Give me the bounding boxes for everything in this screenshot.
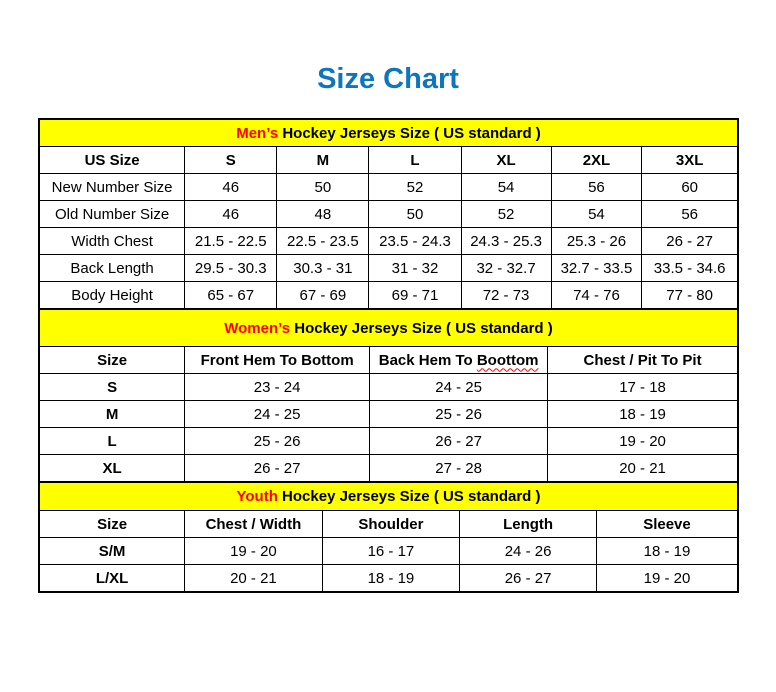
banner-text: Hockey Jerseys Size ( US standard ) bbox=[290, 319, 553, 337]
column-header: XL bbox=[461, 147, 551, 174]
mens-header-row bbox=[40, 147, 738, 174]
size-value-cell: 33.5 - 34.6 bbox=[642, 255, 738, 282]
size-value-cell: 56 bbox=[642, 201, 738, 228]
banner-text: Hockey Jerseys Size ( US standard ) bbox=[277, 488, 541, 505]
size-value-cell: 26 - 27 bbox=[370, 428, 548, 455]
youth-header-row bbox=[40, 511, 738, 538]
size-value-cell: 21.5 - 22.5 bbox=[185, 228, 277, 255]
size-value-cell: 20 - 21 bbox=[548, 455, 738, 482]
size-value-cell: 50 bbox=[277, 174, 369, 201]
size-value-cell: 25.3 - 26 bbox=[551, 228, 642, 255]
row-label: Back Length bbox=[40, 255, 185, 282]
row-label: S/M bbox=[40, 538, 185, 565]
womens-section-banner bbox=[40, 310, 738, 347]
column-header: US Size bbox=[40, 147, 185, 174]
size-value-cell: 18 - 19 bbox=[548, 401, 738, 428]
mens-banner-row bbox=[40, 120, 738, 147]
size-value-cell: 18 - 19 bbox=[596, 538, 737, 565]
row-label: S bbox=[40, 374, 185, 401]
column-header: Back Hem To Boottom bbox=[370, 347, 548, 374]
size-value-cell: 60 bbox=[642, 174, 738, 201]
size-value-cell: 54 bbox=[551, 201, 642, 228]
banner-highlight-text: Women’s bbox=[224, 319, 291, 337]
size-value-cell: 48 bbox=[277, 201, 369, 228]
size-value-cell: 27 - 28 bbox=[370, 455, 548, 482]
size-value-cell: 52 bbox=[369, 174, 461, 201]
size-value-cell: 65 - 67 bbox=[185, 282, 277, 309]
youth-size-table bbox=[39, 482, 738, 592]
misspelled-word: Boottom bbox=[476, 351, 539, 369]
banner-highlight-text: Men’s bbox=[236, 124, 279, 142]
size-value-cell: 24 - 26 bbox=[460, 538, 597, 565]
table-row bbox=[40, 255, 738, 282]
table-row bbox=[40, 228, 738, 255]
womens-banner-row bbox=[40, 310, 738, 347]
row-label: Body Height bbox=[40, 282, 185, 309]
size-value-cell: 26 - 27 bbox=[185, 455, 370, 482]
banner-text: Hockey Jerseys Size ( US standard ) bbox=[278, 124, 541, 142]
size-value-cell: 24.3 - 25.3 bbox=[461, 228, 551, 255]
row-label: L bbox=[40, 428, 185, 455]
size-value-cell: 26 - 27 bbox=[460, 565, 597, 592]
size-value-cell: 24 - 25 bbox=[185, 401, 370, 428]
column-header: Chest / Pit To Pit bbox=[548, 347, 738, 374]
size-value-cell: 46 bbox=[185, 174, 277, 201]
column-header: L bbox=[369, 147, 461, 174]
size-value-cell: 24 - 25 bbox=[370, 374, 548, 401]
table-row bbox=[40, 455, 738, 482]
size-chart-page bbox=[0, 62, 776, 593]
table-row bbox=[40, 428, 738, 455]
size-value-cell: 22.5 - 23.5 bbox=[277, 228, 369, 255]
table-row bbox=[40, 401, 738, 428]
size-chart-tables bbox=[38, 118, 739, 593]
size-value-cell: 56 bbox=[551, 174, 642, 201]
table-row bbox=[40, 201, 738, 228]
youth-section-banner bbox=[40, 483, 738, 511]
size-value-cell: 77 - 80 bbox=[642, 282, 738, 309]
size-value-cell: 72 - 73 bbox=[461, 282, 551, 309]
mens-section-banner bbox=[40, 120, 738, 147]
size-value-cell: 23.5 - 24.3 bbox=[369, 228, 461, 255]
size-value-cell: 69 - 71 bbox=[369, 282, 461, 309]
table-row bbox=[40, 374, 738, 401]
column-header: Size bbox=[40, 347, 185, 374]
column-header: 2XL bbox=[551, 147, 642, 174]
youth-banner-row bbox=[40, 483, 738, 511]
column-header: Front Hem To Bottom bbox=[185, 347, 370, 374]
column-header: Sleeve bbox=[596, 511, 737, 538]
row-label: Old Number Size bbox=[40, 201, 185, 228]
size-value-cell: 29.5 - 30.3 bbox=[185, 255, 277, 282]
size-value-cell: 19 - 20 bbox=[185, 538, 323, 565]
table-row bbox=[40, 282, 738, 309]
row-label: M bbox=[40, 401, 185, 428]
row-label: L/XL bbox=[40, 565, 185, 592]
size-value-cell: 74 - 76 bbox=[551, 282, 642, 309]
size-value-cell: 25 - 26 bbox=[370, 401, 548, 428]
size-value-cell: 54 bbox=[461, 174, 551, 201]
size-value-cell: 18 - 19 bbox=[322, 565, 460, 592]
size-value-cell: 67 - 69 bbox=[277, 282, 369, 309]
column-header: Chest / Width bbox=[185, 511, 323, 538]
row-label: New Number Size bbox=[40, 174, 185, 201]
column-header: M bbox=[277, 147, 369, 174]
size-value-cell: 23 - 24 bbox=[185, 374, 370, 401]
table-row bbox=[40, 565, 738, 592]
size-value-cell: 31 - 32 bbox=[369, 255, 461, 282]
size-value-cell: 16 - 17 bbox=[322, 538, 460, 565]
size-value-cell: 25 - 26 bbox=[185, 428, 370, 455]
size-value-cell: 32 - 32.7 bbox=[461, 255, 551, 282]
size-value-cell: 52 bbox=[461, 201, 551, 228]
womens-header-row bbox=[40, 347, 738, 374]
size-value-cell: 30.3 - 31 bbox=[277, 255, 369, 282]
table-row bbox=[40, 538, 738, 565]
table-row bbox=[40, 174, 738, 201]
mens-size-table bbox=[39, 119, 738, 309]
size-value-cell: 19 - 20 bbox=[548, 428, 738, 455]
row-label: Width Chest bbox=[40, 228, 185, 255]
column-header: Size bbox=[40, 511, 185, 538]
size-value-cell: 20 - 21 bbox=[185, 565, 323, 592]
size-value-cell: 32.7 - 33.5 bbox=[551, 255, 642, 282]
page-title: Size Chart bbox=[317, 63, 459, 95]
size-value-cell: 19 - 20 bbox=[596, 565, 737, 592]
size-value-cell: 17 - 18 bbox=[548, 374, 738, 401]
column-header: S bbox=[185, 147, 277, 174]
womens-size-table bbox=[39, 309, 738, 482]
column-header: Length bbox=[460, 511, 597, 538]
row-label: XL bbox=[40, 455, 185, 482]
size-value-cell: 50 bbox=[369, 201, 461, 228]
column-header: 3XL bbox=[642, 147, 738, 174]
size-value-cell: 46 bbox=[185, 201, 277, 228]
size-value-cell: 26 - 27 bbox=[642, 228, 738, 255]
banner-highlight-text: Youth bbox=[236, 488, 278, 505]
column-header: Shoulder bbox=[322, 511, 460, 538]
